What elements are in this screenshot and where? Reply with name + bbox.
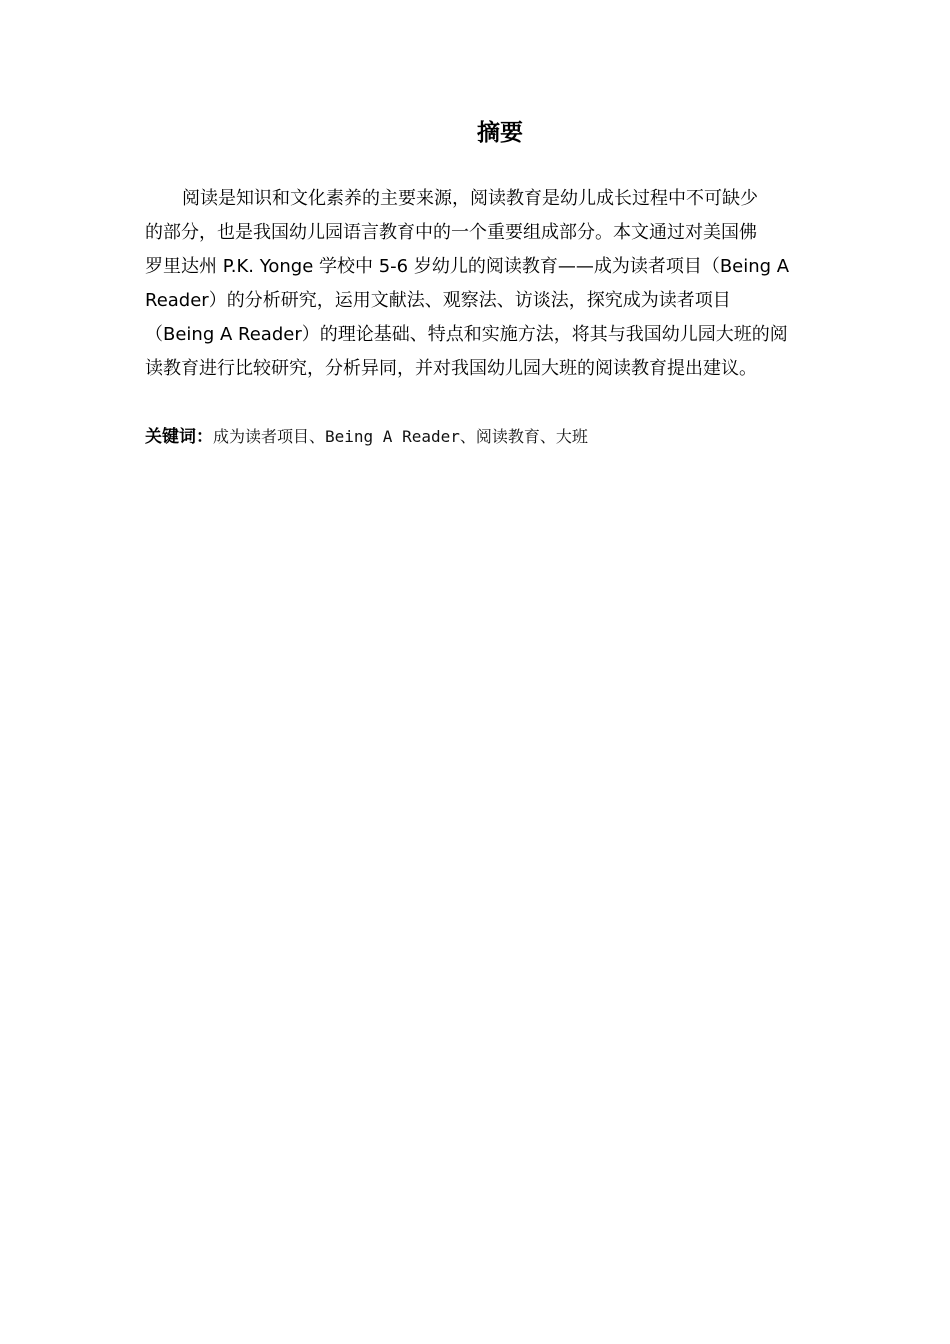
keywords-label: 关键词： bbox=[145, 427, 213, 447]
abstract-line-5: （Being A Reader）的理论基础、特点和实施方法，将其与我国幼儿园大班的阅 bbox=[145, 324, 788, 345]
abstract-line-3: 罗里达州 P.K. Yonge 学校中 5-6 岁幼儿的阅读教育——成为读者项目（Being A bbox=[145, 256, 790, 277]
abstract-line-2: 的部分，也是我国幼儿园语言教育中的一个重要组成部分。本文通过对美国佛 bbox=[145, 222, 757, 243]
abstract-title: 摘要 bbox=[477, 120, 523, 146]
abstract-line-1: 阅读是知识和文化素养的主要来源，阅读教育是幼儿成长过程中不可缺少 bbox=[182, 188, 758, 209]
abstract-paragraph bbox=[145, 182, 815, 386]
keywords-row bbox=[145, 422, 588, 453]
abstract-line-4: Reader）的分析研究，运用文献法、观察法、访谈法，探究成为读者项目 bbox=[145, 290, 731, 311]
keywords-text: 成为读者项目、Being A Reader、阅读教育、大班 bbox=[213, 427, 588, 446]
abstract-line-6: 读教育进行比较研究，分析异同，并对我国幼儿园大班的阅读教育提出建议。 bbox=[145, 358, 757, 379]
